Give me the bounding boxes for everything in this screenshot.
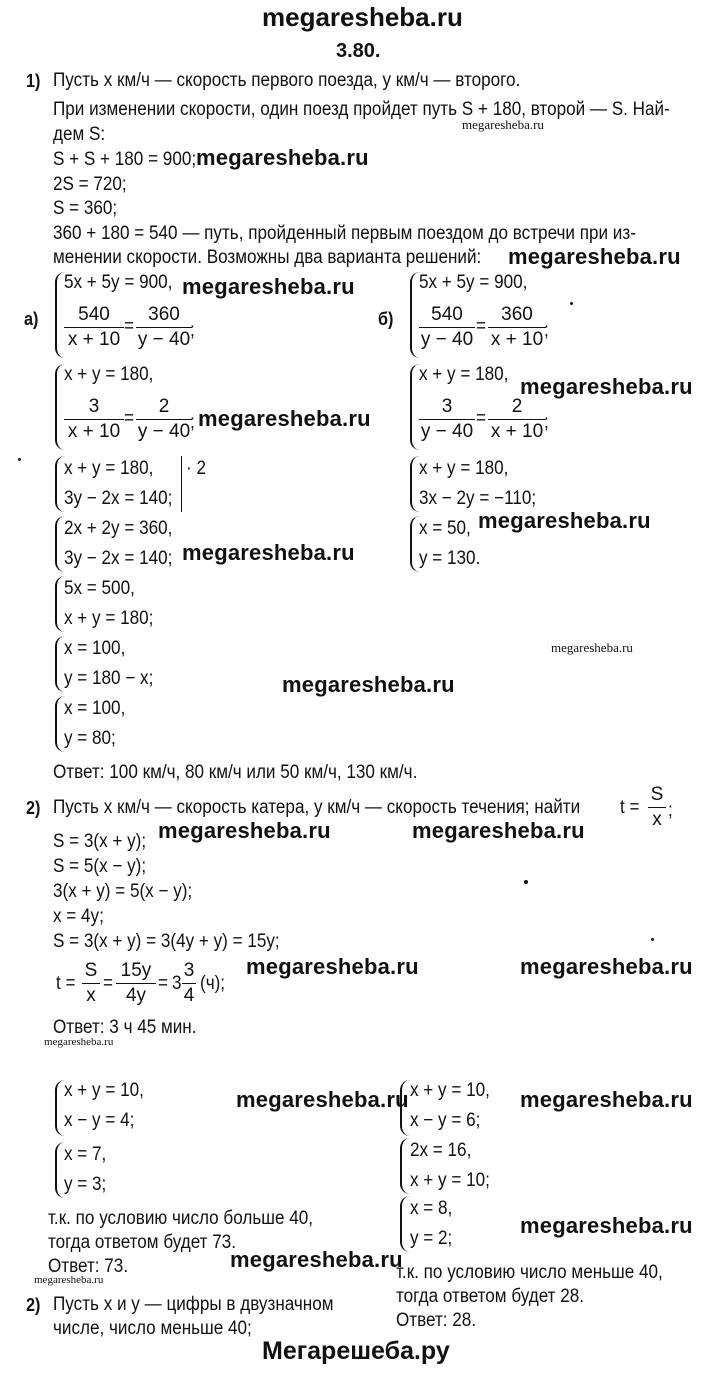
watermark-bold: megaresheba.ru: [198, 406, 371, 431]
equation-row: x + y = 10,: [64, 1080, 144, 1101]
variant-a-label: а): [24, 309, 39, 329]
equation-row: y = 2;: [410, 1228, 453, 1249]
semicolon: ;: [190, 412, 195, 433]
equation-row: x + y = 180,: [419, 458, 509, 479]
part1-line1: Пусть x км/ч — скорость первого поезда, y км/ч — второго.: [53, 70, 521, 91]
equation-row: 5x + 5y = 900,: [419, 272, 528, 293]
part2-line1: Пусть x км/ч — скорость катера, y км/ч — скорость течения; найти: [53, 797, 581, 818]
equation-row: y = 3;: [64, 1174, 107, 1195]
watermark-bold: megaresheba.ru: [230, 1247, 403, 1272]
fraction: 3 y − 40: [420, 396, 474, 442]
equation-row: x = 100,: [64, 698, 126, 719]
part1-line6: S = 360;: [53, 198, 118, 219]
part3-left-note1: т.к. по условию число больше 40,: [48, 1208, 314, 1229]
part3-number: 2): [26, 1295, 41, 1315]
part1-line7: 360 + 180 = 540 — путь, пройденный первым поездом до встречи при из-: [53, 223, 636, 244]
part3-line1: Пусть x и y — цифры в двузначном: [53, 1294, 334, 1315]
site-header: megaresheba.ru: [262, 2, 463, 32]
watermark-small: megaresheba.ru: [34, 1274, 104, 1286]
equation-row: x = 8,: [410, 1198, 453, 1219]
equation-row: x = 7,: [64, 1144, 107, 1165]
watermark-bold: megaresheba.ru: [412, 818, 585, 843]
speck: [18, 458, 21, 461]
fraction: 3 x + 10: [64, 396, 124, 443]
watermark-bold: megaresheba.ru: [246, 954, 419, 979]
watermark-bold: megaresheba.ru: [282, 672, 455, 697]
speck: [651, 938, 654, 941]
part2-line2: S = 3(x + y);: [53, 831, 147, 852]
watermark-bold: megaresheba.ru: [520, 954, 693, 979]
fraction: 2 x + 10: [488, 396, 546, 443]
watermark-bold: megaresheba.ru: [182, 274, 355, 299]
semicolon: ;: [668, 800, 673, 821]
system-brace: [400, 1138, 410, 1194]
equals-sign: =: [103, 973, 113, 994]
equation-row: 5x + 5y = 900,: [64, 272, 173, 293]
fraction: S x: [648, 784, 666, 831]
part3-line2: числе, число меньше 40;: [53, 1318, 252, 1339]
equation-row: 3y − 2x = 140;: [64, 548, 173, 569]
fraction: 540 x + 10: [64, 304, 124, 351]
part3-left-answer: Ответ: 73.: [48, 1256, 129, 1277]
part2-line4: 3(x + y) = 5(x − y);: [53, 881, 193, 902]
watermark-bold: megaresheba.ru: [520, 374, 693, 399]
equation-row: x + y = 180,: [64, 364, 154, 385]
part1-answer: Ответ: 100 км/ч, 80 км/ч или 50 км/ч, 130 км/ч.: [53, 762, 418, 783]
part1-line5: 2S = 720;: [53, 174, 127, 195]
equation-row: 2x = 16,: [410, 1140, 472, 1161]
equals-sign: =: [124, 316, 134, 337]
multiplier-bar: [181, 456, 182, 512]
fraction: 3 4: [183, 960, 195, 1006]
speck: [524, 880, 528, 884]
equation-row: x − y = 4;: [64, 1110, 135, 1131]
equation-row: x − y = 6;: [410, 1110, 481, 1131]
watermark-bold: megaresheba.ru: [478, 508, 651, 533]
equation-row: 5x = 500,: [64, 578, 135, 599]
part1-line2: При изменении скорости, один поезд пройдет путь S + 180, второй — S. Най-: [53, 99, 670, 120]
equation-row: x + y = 180;: [64, 608, 154, 629]
part2-number: 2): [26, 798, 41, 818]
equation-row: 3y − 2x = 140;: [64, 488, 173, 509]
system-brace: [400, 1196, 410, 1252]
part1-line8: менении скорости. Возможны два варианта решений:: [53, 247, 482, 268]
t-formula: t =: [56, 973, 76, 994]
watermark-small: megaresheba.ru: [44, 1036, 114, 1048]
watermark-small: megaresheba.ru: [551, 640, 633, 655]
variant-b-label: б): [378, 309, 394, 329]
fraction: S x: [82, 960, 100, 1007]
system-brace: [400, 1080, 410, 1136]
equation-row: x = 50,: [419, 518, 471, 539]
part1-number: 1): [26, 71, 41, 91]
equals-sign: =: [476, 316, 486, 337]
part2-line3: S = 5(x − y);: [53, 856, 147, 877]
watermark-bold: megaresheba.ru: [158, 818, 331, 843]
equation-row: y = 80;: [64, 728, 116, 749]
equation-row: 3x − 2y = −110;: [419, 488, 537, 509]
watermark-bold: megaresheba.ru: [182, 540, 355, 565]
part1-line4: S + S + 180 = 900;: [53, 149, 197, 170]
part2-answer: Ответ: 3 ч 45 мин.: [53, 1017, 197, 1038]
semicolon: ;: [544, 412, 549, 433]
mixed-number-whole: 3: [172, 973, 182, 994]
part3-right-note1: т.к. по условию число меньше 40,: [396, 1262, 663, 1283]
watermark-bold: megaresheba.ru: [520, 1213, 693, 1238]
semicolon: ;: [190, 320, 195, 341]
speck: [570, 302, 573, 305]
equation-row: y = 180 − x;: [64, 668, 154, 689]
watermark-bold: megaresheba.ru: [508, 244, 681, 269]
t-lhs: t =: [620, 797, 640, 818]
semicolon: ;: [544, 320, 549, 341]
watermark-bold: megaresheba.ru: [236, 1087, 409, 1112]
fraction: 15y 4y: [116, 960, 156, 1007]
part3-right-note2: тогда ответом будет 28.: [396, 1286, 585, 1307]
equation-row: y = 130.: [419, 548, 481, 569]
problem-number: 3.80.: [336, 40, 381, 62]
fraction: 540 y − 40: [420, 304, 474, 350]
watermark-small: megaresheba.ru: [462, 117, 544, 132]
equation-row: x + y = 180,: [419, 364, 509, 385]
watermark-bold: megaresheba.ru: [520, 1087, 693, 1112]
fraction: 360 x + 10: [488, 304, 546, 351]
fraction: 2 y − 40: [137, 396, 191, 442]
equation-row: x + y = 10;: [410, 1170, 490, 1191]
multiplier-label: · 2: [186, 458, 206, 479]
equals-sign: =: [476, 408, 486, 429]
part2-line5: x = 4y;: [53, 906, 104, 927]
equation-row: x + y = 10,: [410, 1080, 490, 1101]
part3-right-answer: Ответ: 28.: [396, 1310, 477, 1331]
equals-sign: =: [158, 973, 168, 994]
equation-row: 2x + 2y = 360,: [64, 518, 173, 539]
units-hours: (ч);: [200, 973, 226, 994]
equation-row: x + y = 180,: [64, 458, 154, 479]
equation-row: x = 100,: [64, 638, 126, 659]
footer-watermark: Мегарешеба.ру: [262, 1337, 450, 1365]
part1-line3: дем S:: [53, 124, 106, 145]
part2-line6: S = 3(x + y) = 3(4y + y) = 15y;: [53, 931, 280, 952]
fraction: 360 y − 40: [137, 304, 191, 350]
watermark-bold: megaresheba.ru: [196, 145, 369, 170]
part3-left-note2: тогда ответом будет 73.: [48, 1232, 237, 1253]
equals-sign: =: [124, 408, 134, 429]
